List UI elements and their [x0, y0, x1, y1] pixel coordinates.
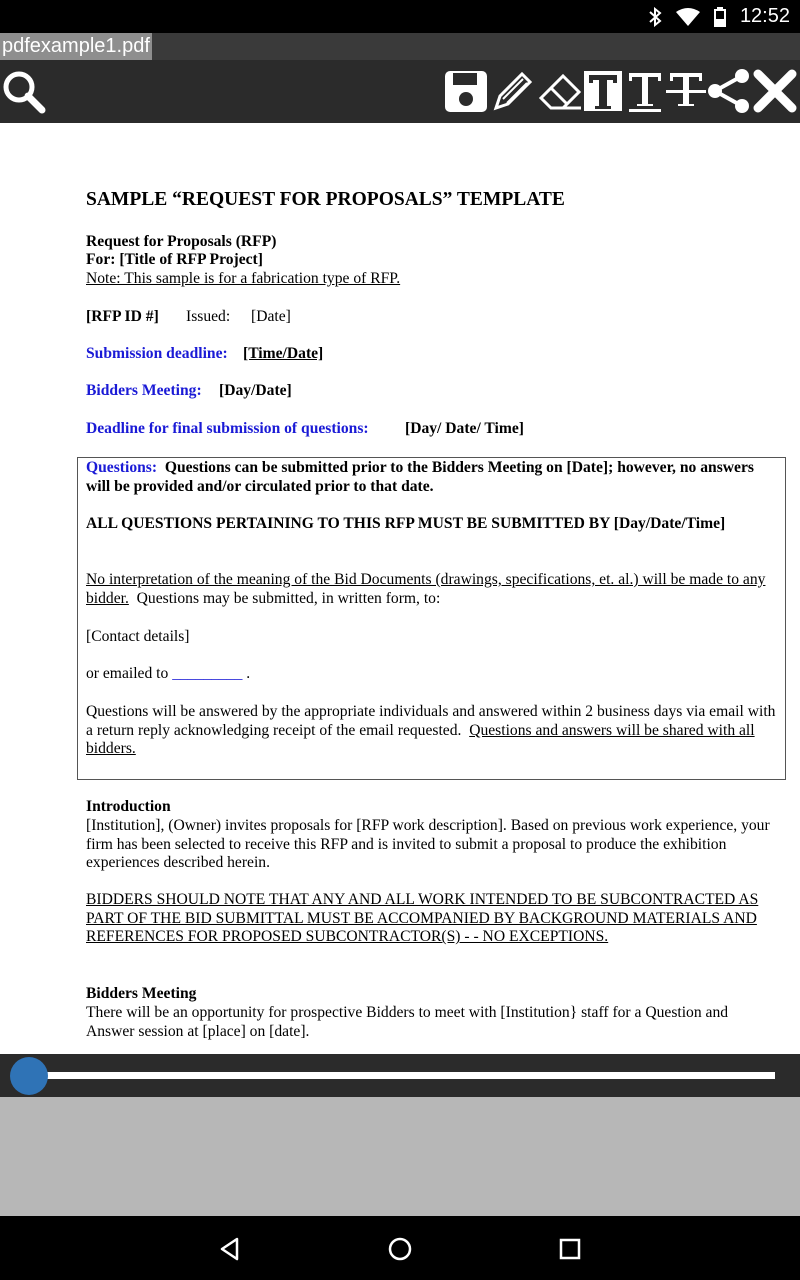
page-slider-thumb[interactable] [10, 1057, 48, 1095]
submission-deadline-value: [Time/Date] [243, 345, 324, 362]
bidders-meeting-heading: Bidders Meeting [86, 985, 197, 1002]
clock: 12:52 [739, 5, 790, 27]
status-bar [0, 0, 800, 33]
interpretation-paragraph [86, 571, 776, 608]
bidders-meeting-value: [Day/Date] [219, 382, 292, 399]
answered-text: Questions will be answered by the appropriate individuals and answered within 2 business days via email with a return reply acknowledging receipt of the email requested. [86, 703, 776, 739]
file-title-bar [0, 33, 800, 60]
questions-paragraph [86, 459, 776, 496]
text-bold-icon[interactable] [583, 68, 629, 114]
emailed-prefix: or emailed to [86, 665, 169, 682]
rfp-line: Request for Proposals (RFP) [86, 233, 277, 250]
empty-area [0, 1097, 800, 1216]
issued-label: Issued: [186, 308, 231, 325]
for-line: For: [Title of RFP Project] [86, 251, 263, 268]
share-icon[interactable] [706, 68, 752, 114]
questions-text: Questions can be submitted prior to the Bidders Meeting on [Date]; however, no answers will be provided and/or circulated prior to that date. [86, 459, 754, 495]
interpretation-rest: Questions may be submitted, in written form, to: [136, 589, 441, 607]
all-questions-caps: ALL QUESTIONS PERTAINING TO THIS RFP MUST BE SUBMITTED BY [Day/Date/Time] [86, 515, 726, 532]
back-icon[interactable] [215, 1234, 245, 1264]
wifi-icon [676, 8, 700, 26]
page-slider-bar [0, 1054, 800, 1097]
eraser-icon[interactable] [537, 68, 583, 114]
save-icon[interactable] [443, 68, 489, 114]
bidders-meeting-text: There will be an opportunity for prospective Bidders to meet with [Institution} staff for a Question and Answer session at [place] on [date]. [86, 1004, 729, 1040]
pdf-page[interactable] [0, 123, 800, 1054]
page-slider-track[interactable] [30, 1072, 775, 1079]
emailed-suffix: . [246, 665, 251, 682]
email-link[interactable]: _________ [172, 665, 243, 682]
emailed-line [86, 665, 250, 683]
answered-underlined: Questions and answers will be shared with all bidders. [86, 721, 755, 758]
submission-deadline-label: Submission deadline: [86, 345, 228, 362]
battery-icon [714, 7, 726, 27]
toolbar [0, 60, 800, 123]
home-icon[interactable] [385, 1234, 415, 1264]
file-name: pdfexample1.pdf [0, 33, 152, 60]
answered-paragraph [86, 703, 776, 759]
navigation-bar [0, 1216, 800, 1280]
introduction-text: [Institution], (Owner) invites proposals for [RFP work description]. Based on previous work experience, your firm has been selected to receive this RFP and is invited to submit a proposal to produce the exhibition experiences described herein. [86, 817, 770, 872]
issued-value: [Date] [251, 308, 291, 325]
close-icon[interactable] [752, 68, 798, 114]
document-heading: SAMPLE “REQUEST FOR PROPOSALS” TEMPLATE [86, 189, 565, 210]
bidders-note: BIDDERS SHOULD NOTE THAT ANY AND ALL WORK INTENDED TO BE SUBCONTRACTED AS PART OF THE BID SUBMITTAL MUST BE ACCOMPANIED BY BACKGROUND MATERIALS AND REFERENCES FOR PROPOSED SUBCONTRACTOR(S) - - NO EXCEPTIONS. [86, 891, 759, 946]
introduction-heading: Introduction [86, 798, 171, 815]
questions-deadline-label: Deadline for final submission of questions: [86, 420, 369, 437]
questions-deadline-value: [Day/ Date/ Time] [405, 420, 524, 437]
contact-details: [Contact details] [86, 628, 190, 645]
bidders-meeting-label: Bidders Meeting: [86, 382, 202, 399]
recents-icon[interactable] [555, 1234, 585, 1264]
search-icon[interactable] [0, 68, 46, 114]
interpretation-underlined: No interpretation of the meaning of the Bid Documents (drawings, specifications, et. al.) will be made to any bidder. [86, 571, 766, 607]
text-underline-icon[interactable] [625, 68, 671, 114]
bluetooth-icon [648, 7, 662, 27]
questions-label: Questions: [86, 459, 158, 476]
rfp-id: [RFP ID #] [86, 308, 159, 325]
pencil-icon[interactable] [490, 68, 536, 114]
note-line: Note: This sample is for a fabrication type of RFP. [86, 270, 401, 287]
